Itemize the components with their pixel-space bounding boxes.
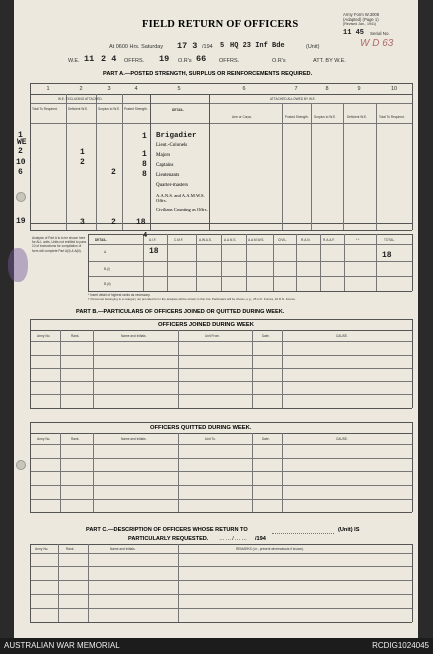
footnote: † Personnel belonging to a category not provided for in the analysis will be shown in this Col. Particulars will be shown, e.g., 25 U.K. Forces, 10 R.N. Forces. (88, 297, 296, 301)
form-ref: Army Form W.3008 (343, 12, 380, 17)
col-number: 7 (294, 86, 298, 92)
analysis-header: R.A.N. (301, 238, 311, 242)
sub-header: Posted Strength. (285, 115, 309, 119)
analysis-note: Analysis of Part A is to be shown here for ALL units. Units not entitled to para. 10 of instructions for compilation of form will complete Part A(ii) & A(iii). (32, 236, 87, 253)
we-mark: WE (17, 138, 27, 147)
we-label: W.E. (68, 58, 80, 64)
part-c-title: PART C.—DESCRIPTION OF OFFICERS WHOSE RETURN TO (86, 527, 248, 533)
ors-value: 66 (196, 54, 207, 64)
form-title: FIELD RETURN OF OFFICERS (142, 19, 299, 30)
part-c-date-blank: ……/…… (219, 536, 248, 542)
sub-header: Deficient W.E. (347, 115, 368, 119)
analysis-header: A.A.N.S. (224, 238, 237, 242)
column-header: Army No. (37, 334, 51, 338)
analysis-header: A.I.F. (149, 238, 157, 242)
sub-header: Total To Required. (379, 115, 405, 119)
col-number: 9 (357, 86, 361, 92)
unit-value: HQ 23 Inf Bde (230, 42, 285, 50)
form-ref: (Revised Jan., 1941) (343, 22, 377, 26)
part-c-unit-label: (Unit) IS (338, 527, 360, 533)
joined-title: OFFICERS JOINED DURING WEEK (158, 322, 254, 328)
we-value-2: 2 4 (101, 54, 117, 64)
analysis-header: TOTAL. (384, 238, 395, 242)
analysis-header: R.A.A.F. (323, 238, 335, 242)
rank-label: Majors (156, 153, 171, 158)
serial-label: Serial No. (370, 31, 390, 36)
analysis-header: A.A.M.W.S. (248, 238, 265, 242)
table-cell: 8 (142, 160, 147, 169)
part-b-title: PART B.—PARTICULARS OF OFFICERS JOINED OR QUITTED DURING WEEK. (76, 309, 285, 315)
table-cell: 2 (80, 158, 85, 167)
col-number: 1 (46, 86, 50, 92)
or-value: 19 (159, 54, 170, 64)
unit-label: (Unit) (306, 44, 320, 50)
table-cell: 2 (111, 168, 116, 177)
column-header: REMARKS (i.e., present whereabouts if known). (236, 547, 305, 551)
sub-header: Deficient W.E. (68, 107, 89, 111)
footer-bar (0, 638, 433, 654)
at-label: At 0600 Hrs. Saturday (109, 44, 164, 50)
analysis-header: DETAIL. (95, 238, 108, 242)
punch-hole (16, 192, 26, 202)
quitted-title: OFFICERS QUITTED DURING WEEK. (150, 425, 252, 431)
serial-value: 11 45 (343, 29, 365, 37)
sub-header: Total To Required. (32, 107, 58, 111)
analysis-header: C.M.F. (174, 238, 184, 242)
ors-label: O.R's (178, 58, 192, 64)
group-header-att: ATTACHED ALLOWED BY W.E. (270, 97, 316, 101)
analysis-total-value: 18 (382, 251, 392, 260)
column-header: Army No. (37, 437, 51, 441)
table-cell: 6 (18, 168, 23, 177)
analysis-header: A.W.A.S. (199, 238, 212, 242)
total-cell: 2 (111, 218, 116, 227)
analysis-row-label: B.(i) (104, 267, 110, 271)
detail-header: DETAIL. (172, 108, 185, 112)
rank-label: Quarter-masters (156, 183, 189, 188)
column-header: Rank. (71, 437, 80, 441)
sub-header: Surplus to W.E. (314, 115, 336, 119)
part-c-subtitle: PARTICULARLY REQUESTED. (128, 536, 209, 542)
col-number: 4 (134, 86, 138, 92)
sub-header: Arm or Corps. (232, 115, 252, 119)
year-value: 5 (220, 42, 225, 50)
col-number: 3 (107, 86, 111, 92)
footnote: * Insert detail of highest ranks as necessary. (88, 293, 151, 297)
sub-header: Surplus to W.E. (98, 107, 120, 111)
column-header: Name and Initials. (121, 437, 147, 441)
col-number: 10 (390, 86, 398, 92)
column-header: CAUSE. (336, 334, 348, 338)
rank-label: Civilians Counting as Offrs. (156, 207, 208, 212)
column-header: Unit From. (205, 334, 220, 338)
analysis-header: CIVIL. (278, 238, 287, 242)
column-header: Date. (262, 437, 270, 441)
year-label: /194 (202, 44, 213, 50)
group-header-we: W.E. EXCLUDING ATTACHED. (58, 97, 103, 101)
column-header: Rank. (71, 334, 80, 338)
rank-label: Lieut.-Colonels (156, 143, 188, 148)
total-cell: 3 (80, 218, 85, 227)
att-label: ATT. BY W.E. (313, 58, 346, 64)
total-cell: 18 (136, 218, 146, 227)
column-header: CAUSE. (336, 437, 348, 441)
ors-label-2: O.R's (272, 58, 286, 64)
col-number: 2 (79, 86, 83, 92)
ink-stain (8, 248, 28, 282)
footer-right-text: RCDIG1024045 (372, 641, 429, 650)
analysis-row-label: B.(ii) (104, 282, 111, 286)
part-c-date-label: /194 (255, 536, 266, 542)
offrs-label-2: OFFRS. (219, 58, 240, 64)
column-header: Rank. (66, 547, 75, 551)
date-value: 17 3 (177, 41, 198, 51)
table-cell: 1 (80, 148, 85, 157)
column-header: Date. (262, 334, 270, 338)
wd-mark: W D 63 (360, 38, 394, 49)
analysis-row-label: A. (104, 250, 108, 254)
column-header: Name and Initials. (110, 547, 136, 551)
col-number: 5 (177, 86, 181, 92)
footer-left-text: AUSTRALIAN WAR MEMORIAL (4, 641, 120, 650)
analysis-header: * * (356, 238, 360, 242)
table-cell: 2 (18, 147, 23, 156)
rank-label: Lieutenants (156, 173, 180, 178)
column-header: Unit To. (205, 437, 216, 441)
table-cell: 1 (142, 150, 147, 159)
rank-label: Captains (156, 163, 174, 168)
we-value: 11 (84, 54, 95, 64)
sub-header: Posted Strength. (124, 107, 148, 111)
rank-brigadier: Brigadier (156, 132, 197, 140)
total-cell: 19 (16, 217, 26, 226)
part-a-title: PART A.—POSTED STRENGTH, SURPLUS OR REINFORCEMENTS REQUIRED. (103, 71, 313, 77)
analysis-mark: 4 (143, 232, 148, 240)
punch-hole (16, 460, 26, 470)
rank-label: A.A.N.S. and A.A.M.W.S. Offrs. (156, 193, 205, 203)
col-number: 6 (242, 86, 246, 92)
column-header: Army No. (35, 547, 49, 551)
analysis-aif-value: 18 (149, 247, 159, 256)
table-cell: 10 (16, 158, 26, 167)
column-header: Name and Initials. (121, 334, 147, 338)
table-cell: 8 (142, 170, 147, 179)
offrs-label: OFFRS. (124, 58, 145, 64)
col-number: 8 (325, 86, 329, 92)
table-cell: 1 (18, 131, 23, 140)
form-ref: (Adapted) (Page 1) (343, 17, 379, 22)
table-cell: 1 (142, 132, 147, 141)
